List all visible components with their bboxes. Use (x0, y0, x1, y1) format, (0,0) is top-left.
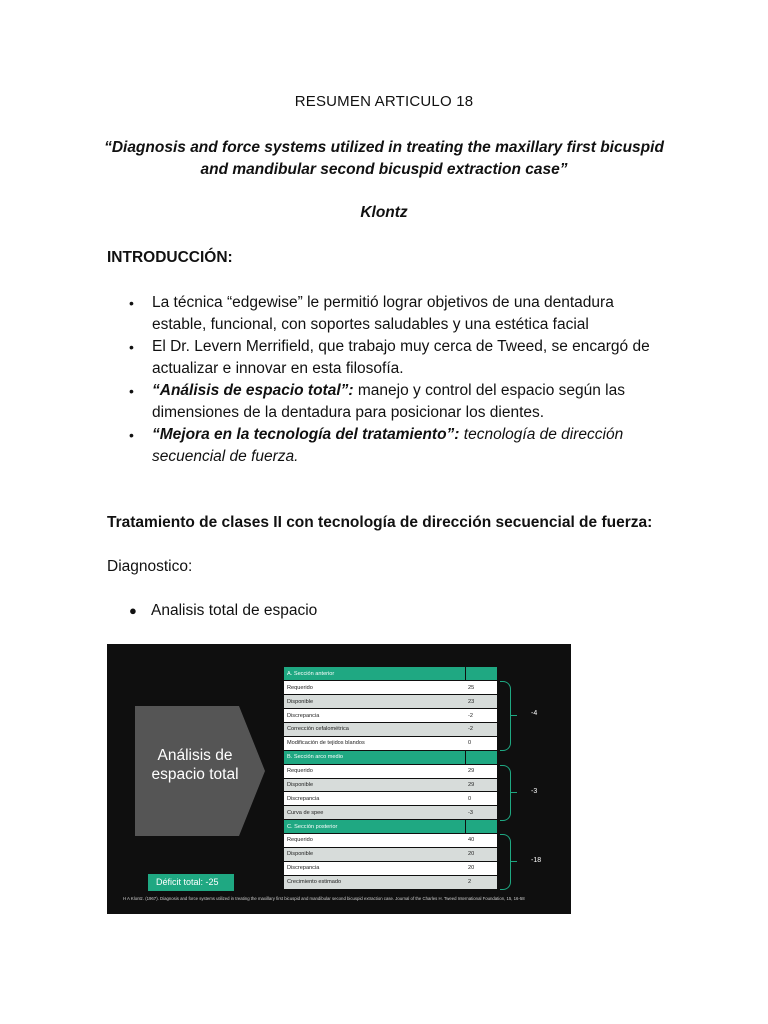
row-label: Modificación de tejidos blandos (284, 736, 465, 750)
bullet-text: manejo y control del espacio según las dimensiones de la dentadura para posicionar los dientes. (152, 382, 625, 421)
row-value: 29 (465, 764, 497, 778)
row-value: 2 (465, 875, 497, 889)
brace-section-c (500, 834, 511, 890)
bullet-icon: • (129, 383, 134, 399)
row-label: Disponible (284, 847, 465, 861)
bullet-icon: ● (129, 603, 137, 618)
table-section-header (284, 750, 497, 764)
arrow-label-line2: espacio total (151, 766, 239, 783)
intro-bullet-list (107, 292, 667, 468)
section-a-total: -4 (531, 710, 538, 717)
bullet-text: La técnica “edgewise” le permitió lograr objetivos de una dentadura estable, funcional, con soportes saludables y una estética facial (152, 294, 614, 333)
row-label: Discrepancia (284, 861, 465, 875)
table-row (284, 709, 497, 723)
bullet-text: El Dr. Levern Merrifield, que trabajo muy cerca de Tweed, se encargó de actualizar e innovar en esta filosofía. (152, 338, 650, 377)
table-row (284, 778, 497, 792)
row-label: B. Sección arco medio (284, 750, 465, 764)
space-analysis-table (284, 667, 497, 890)
row-value: -2 (465, 709, 497, 723)
table-row (284, 806, 497, 820)
table-row (284, 723, 497, 737)
space-analysis-bullet (129, 602, 317, 620)
table-section-header (284, 667, 497, 681)
row-value: 0 (465, 736, 497, 750)
row-value: -3 (465, 806, 497, 820)
intro-heading: INTRODUCCIÓN: (107, 249, 233, 266)
table-row (284, 792, 497, 806)
table-section-header (284, 820, 497, 834)
row-label: A. Sección anterior (284, 667, 465, 681)
section-b-total: -3 (531, 788, 538, 795)
bullet-icon: • (129, 295, 134, 311)
brace-nub (511, 792, 517, 793)
list-item (107, 336, 667, 380)
table-row (284, 764, 497, 778)
brace-nub (511, 715, 517, 716)
row-label: Discrepancia (284, 792, 465, 806)
brace-section-a (500, 681, 511, 751)
bullet-icon: • (129, 427, 134, 443)
total-deficit-badge: Déficit total: -25 (148, 874, 234, 891)
row-value: 0 (465, 792, 497, 806)
row-value: 20 (465, 847, 497, 861)
row-value: -2 (465, 723, 497, 737)
table-row (284, 875, 497, 889)
row-label: Discrepancia (284, 709, 465, 723)
table-row (284, 847, 497, 861)
row-label: Requerido (284, 834, 465, 848)
row-label: Disponible (284, 695, 465, 709)
bullet-icon: • (129, 339, 134, 355)
row-value: 25 (465, 681, 497, 695)
arrow-label-line1: Análisis de (157, 747, 233, 764)
row-label: Crecimiento estimado (284, 875, 465, 889)
brace-nub (511, 861, 517, 862)
table-row (284, 681, 497, 695)
row-value (465, 820, 497, 834)
row-label: Disponible (284, 778, 465, 792)
row-label: C. Sección posterior (284, 820, 465, 834)
section-c-total: -18 (531, 857, 542, 864)
row-value: 40 (465, 834, 497, 848)
section-heading: Tratamiento de clases II con tecnología de dirección secuencial de fuerza: (107, 514, 653, 531)
row-label: Curva de spee (284, 806, 465, 820)
bullet-bold-text: “Análisis de espacio total”: (152, 382, 354, 399)
diagnosis-label: Diagnostico: (107, 558, 193, 575)
bullet-bold-text: “Mejora en la tecnología del tratamiento”: (152, 426, 460, 443)
article-title: “Diagnosis and force systems utilized in treating the maxillary first bicuspid and mandibular second bicuspid extraction case” (104, 139, 664, 178)
row-label: Requerido (284, 681, 465, 695)
row-value: 23 (465, 695, 497, 709)
table-row (284, 861, 497, 875)
page-title: RESUMEN ARTICULO 18 (294, 93, 474, 110)
row-value (465, 750, 497, 764)
row-value (465, 667, 497, 681)
arrow-label (135, 746, 255, 784)
space-analysis-figure (107, 644, 571, 914)
row-value: 29 (465, 778, 497, 792)
table-row (284, 834, 497, 848)
bullet-text: tecnología de dirección secuencial de fuerza. (152, 426, 624, 465)
list-item (107, 380, 667, 424)
row-label: Requerido (284, 764, 465, 778)
author: Klontz (360, 204, 408, 221)
list-item (107, 292, 667, 336)
row-label: Corrección cefalométrica (284, 723, 465, 737)
table-row (284, 736, 497, 750)
row-value: 20 (465, 861, 497, 875)
table-row (284, 695, 497, 709)
brace-section-b (500, 765, 511, 821)
figure-citation: H A Klontz. (1967). Diagnosis and force systems utilized in treating the maxillary first bicuspid and mandibular second bicuspid extraction case. Journal of the Charles H. Tweed International Foundation, 15, 16-58 (123, 896, 525, 901)
list-item (107, 424, 667, 468)
bullet-text: Analisis total de espacio (151, 602, 318, 619)
